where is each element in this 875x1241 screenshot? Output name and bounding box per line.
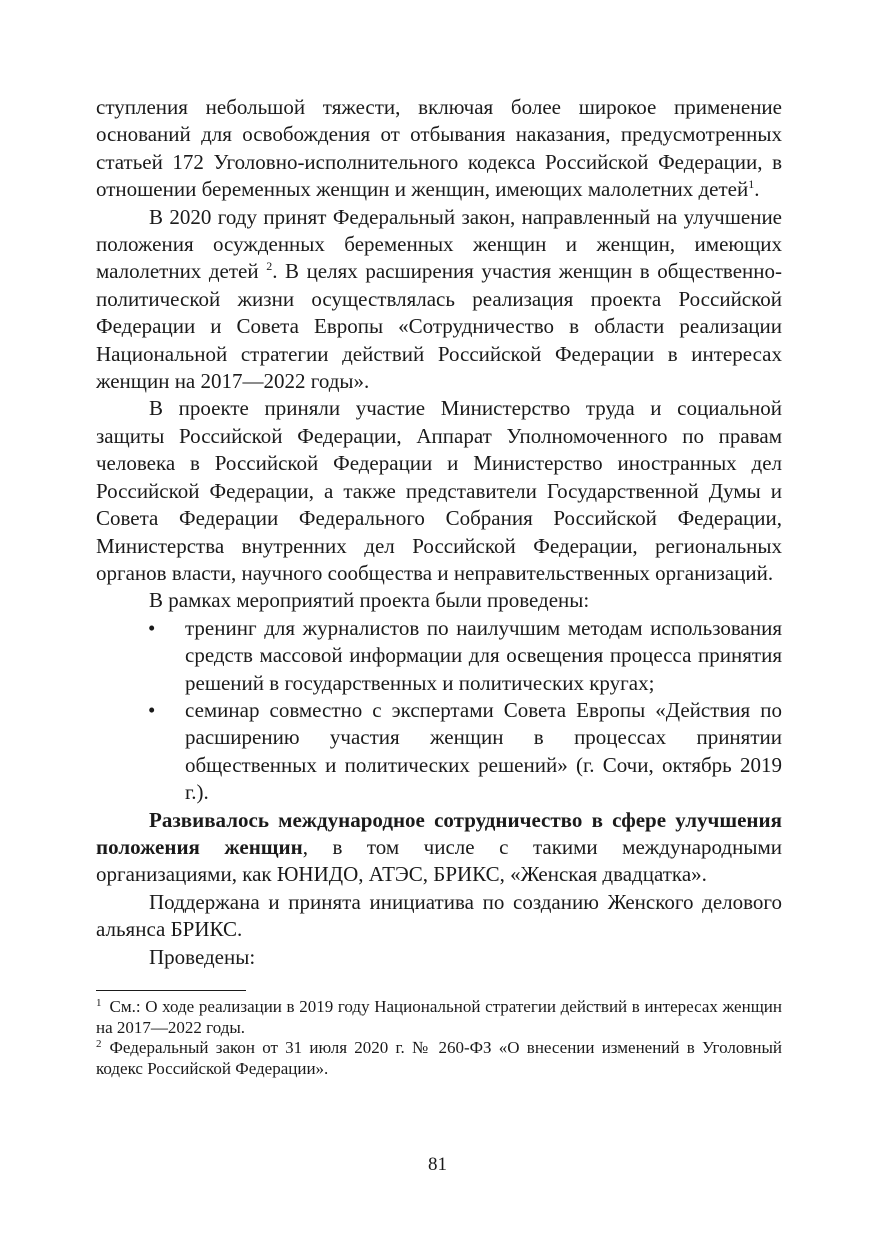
main-text [96,94,782,971]
paragraph-3: В проекте приняли участие Министерство труда и социальной защиты Российской Федерации, Аппарат Уполномоченного по правам человека в Российской Федерации и Министерство иностранных дел Российской Федерации, а также представители Государственной Думы и Совета Федерации Федерального Собрания Российской Федерации, Министерства внутренних дел Российской Федерации, региональных органов власти, научного сообщества и неправительственных организаций. [96,396,782,585]
footnote-text: Федеральный закон от 31 июля 2020 г. № 260-ФЗ «О внесении изменений в Уголовный кодекс Российской Федерации». [96,1038,782,1078]
paragraph-5 [96,807,782,889]
paragraph-5-bold: Развивалось международное сотрудничество в сфере улучшения положения женщин [96,807,782,859]
paragraph-7: Проведены: [149,944,256,969]
footnote-number: 2 [96,1038,102,1050]
bullet-item [96,615,782,697]
paragraph-1-text: ступления небольшой тяжести, включая более широкое применение оснований для освобождения от отбывания наказания, предусмотренных статьей 172 Уголовно-исполнительного кодекса Российской Федерации, в отношении беременных женщин и женщин, имеющих малолетних детей [96,95,782,202]
paragraph-4: В рамках мероприятий проекта были проведены: [149,588,590,613]
bullet-item [96,697,782,807]
paragraph-5-rest: , в том числе с такими международными организациями, как ЮНИДО, АТЭС, БРИКС, «Женская двадцатка». [96,834,782,887]
footnote-text: См.: О ходе реализации в 2019 году Национальной стратегии действий в интересах женщин на 2017—2022 годы. [96,997,782,1037]
paragraph-1-tail: . [754,177,760,202]
paragraph-1 [96,94,782,204]
page-number: 81 [428,1154,447,1175]
footnote-2 [96,1038,782,1079]
paragraph-2-text-b: . В целях расширения участия женщин в общественно-политической жизни осуществлялась реализация проекта Российской Федерации и Совета Европы «Сотрудничество в области реализации Национальной стратегии действий Российской Федерации в интересах женщин на 2017—2022 годы». [96,259,782,394]
bullet-list [96,615,782,807]
footnote-1 [96,997,782,1038]
footnote-divider [96,990,246,991]
paragraph-2 [96,204,782,396]
bullet-text: тренинг для журналистов по наилучшим методам использования средств массовой информации для освещения процесса принятия решений в государственных и политических кругах; [185,615,782,695]
footnote-ref-2[interactable]: 2 [266,259,273,274]
bullet-text: семинар совместно с экспертами Совета Европы «Действия по расширению участия женщин в процессах принятии общественных и политических решений» (г. Сочи, октябрь 2019 г.). [185,697,782,805]
footnote-number: 1 [96,997,102,1009]
paragraph-2-text-a: В 2020 году принят Федеральный закон, направленный на улучшение положения осужденных беременных женщин и женщин, имеющих малолетних детей [96,204,782,284]
paragraph-6: Поддержана и принята инициатива по созданию Женского делового альянса БРИКС. [96,889,782,942]
bullet-icon: • [148,697,156,722]
footnotes [96,997,782,1079]
page-content [96,94,782,1079]
bullet-icon: • [148,615,156,640]
footnote-ref-1[interactable]: 1 [748,177,755,192]
